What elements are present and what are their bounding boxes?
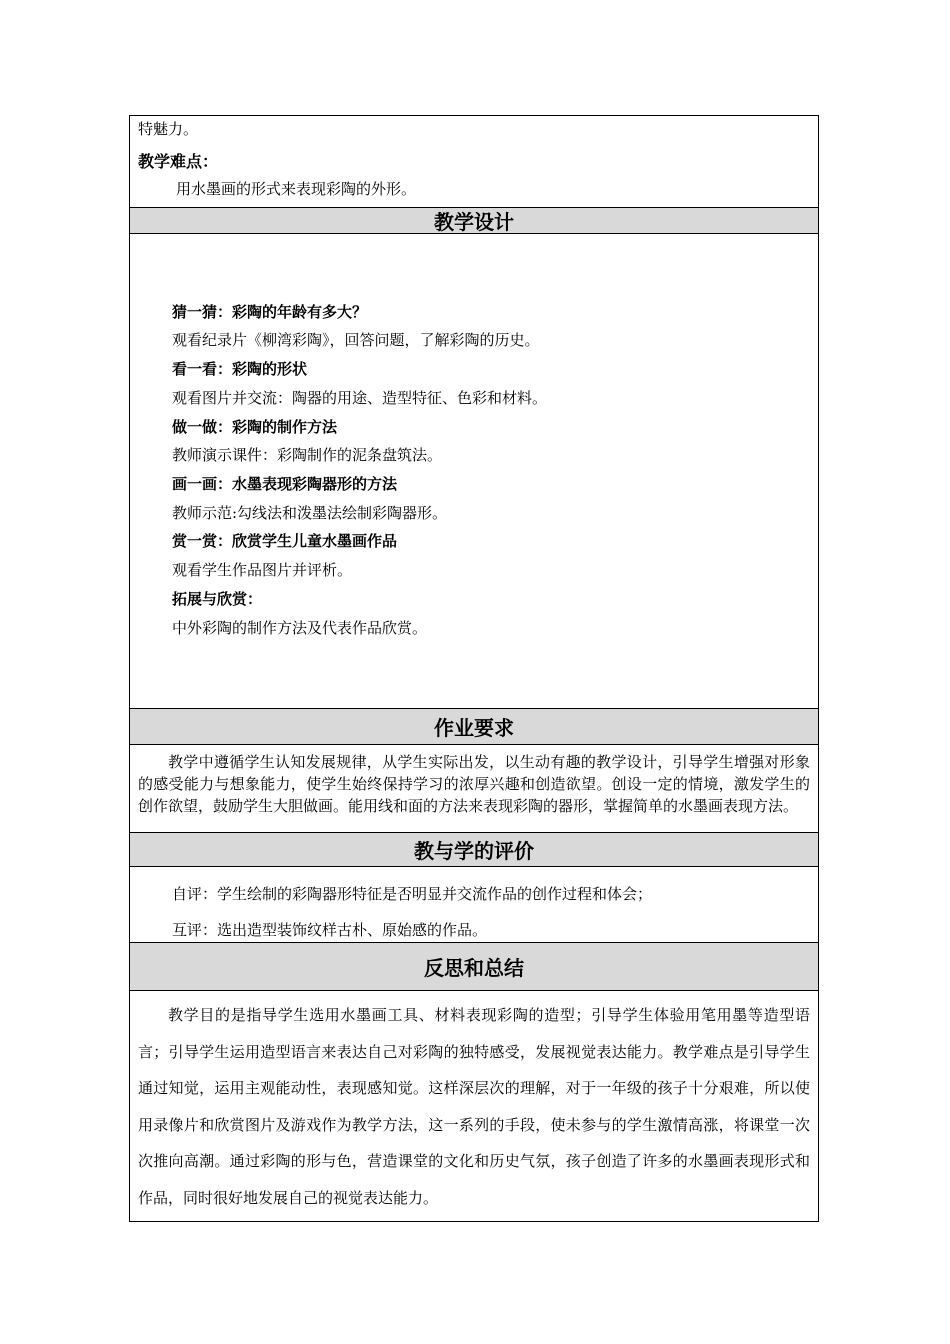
design-heading-3: 做一做：彩陶的制作方法 <box>172 418 338 436</box>
design-heading-4: 画一画：水墨表现彩陶器形的方法 <box>172 475 398 493</box>
homework-header: 作业要求 <box>130 709 818 745</box>
difficulty-label: 教学难点： <box>138 152 219 171</box>
continued-text: 特魅力。 <box>138 120 199 138</box>
self-evaluation: 自评：学生绘制的彩陶器形特征是否明显并交流作品的创作过程和体会； <box>172 885 653 903</box>
difficulty-text: 用水墨画的形式来表现彩陶的外形。 <box>176 180 417 198</box>
design-text-2: 观看图片并交流：陶器的用途、造型特征、色彩和材料。 <box>172 389 548 407</box>
design-text-5: 观看学生作品图片并评析。 <box>172 561 353 579</box>
homework-text: 教学中遵循学生认知发展规律，从学生实际出发，以生动有趣的教学设计，引导学生增强对形象的感受能力与想象能力，使学生始终保持学习的浓厚兴趣和创造欲望。创设一定的情境，激发学生的创作欲望，鼓励学生大胆做画。能用线和面的方法来表现彩陶的器形，掌握简单的水墨画表现方法。 <box>138 753 810 815</box>
difficulty-section <box>130 116 818 208</box>
reflection-section <box>130 991 818 1221</box>
design-heading-1: 猜一猜：彩陶的年龄有多大？ <box>172 303 368 321</box>
design-heading-5: 赏一赏：欣赏学生儿童水墨画作品 <box>172 532 398 550</box>
design-text-4: 教师示范:勾线法和泼墨法绘制彩陶器形。 <box>172 504 448 522</box>
design-text-6: 中外彩陶的制作方法及代表作品欣赏。 <box>172 619 428 637</box>
homework-section <box>130 745 818 833</box>
reflection-header: 反思和总结 <box>130 943 818 991</box>
mutual-evaluation: 互评：选出造型装饰纹样古朴、原始感的作品。 <box>172 921 488 939</box>
evaluation-section <box>130 867 818 943</box>
design-text-1: 观看纪录片《柳湾彩陶》，回答问题，了解彩陶的历史。 <box>172 331 540 349</box>
design-heading-2: 看一看：彩陶的形状 <box>172 360 308 378</box>
design-heading-6: 拓展与欣赏： <box>172 590 263 608</box>
design-header: 教学设计 <box>130 208 818 234</box>
evaluation-header: 教与学的评价 <box>130 833 818 867</box>
design-section <box>130 234 818 709</box>
reflection-text: 教学目的是指导学生选用水墨画工具、材料表现彩陶的造型；引导学生体验用笔用墨等造型语言；引导学生运用造型语言来表达自己对彩陶的独特感受，发展视觉表达能力。教学难点是引导学生通过知觉，运用主观能动性，表现感知觉。这样深层次的理解，对于一年级的孩子十分艰难，所以使用录像片和欣赏图片及游戏作为教学方法，这一系列的手段，使未参与的学生激情高涨，将课堂一次次推向高潮。通过彩陶的形与色，营造课堂的文化和历史气氛，孩子创造了许多的水墨画表现形式和作品，同时很好地发展自己的视觉表达能力。 <box>138 1006 810 1207</box>
design-text-3: 教师演示课件：彩陶制作的泥条盘筑法。 <box>172 446 443 464</box>
lesson-plan-table <box>129 115 819 1222</box>
